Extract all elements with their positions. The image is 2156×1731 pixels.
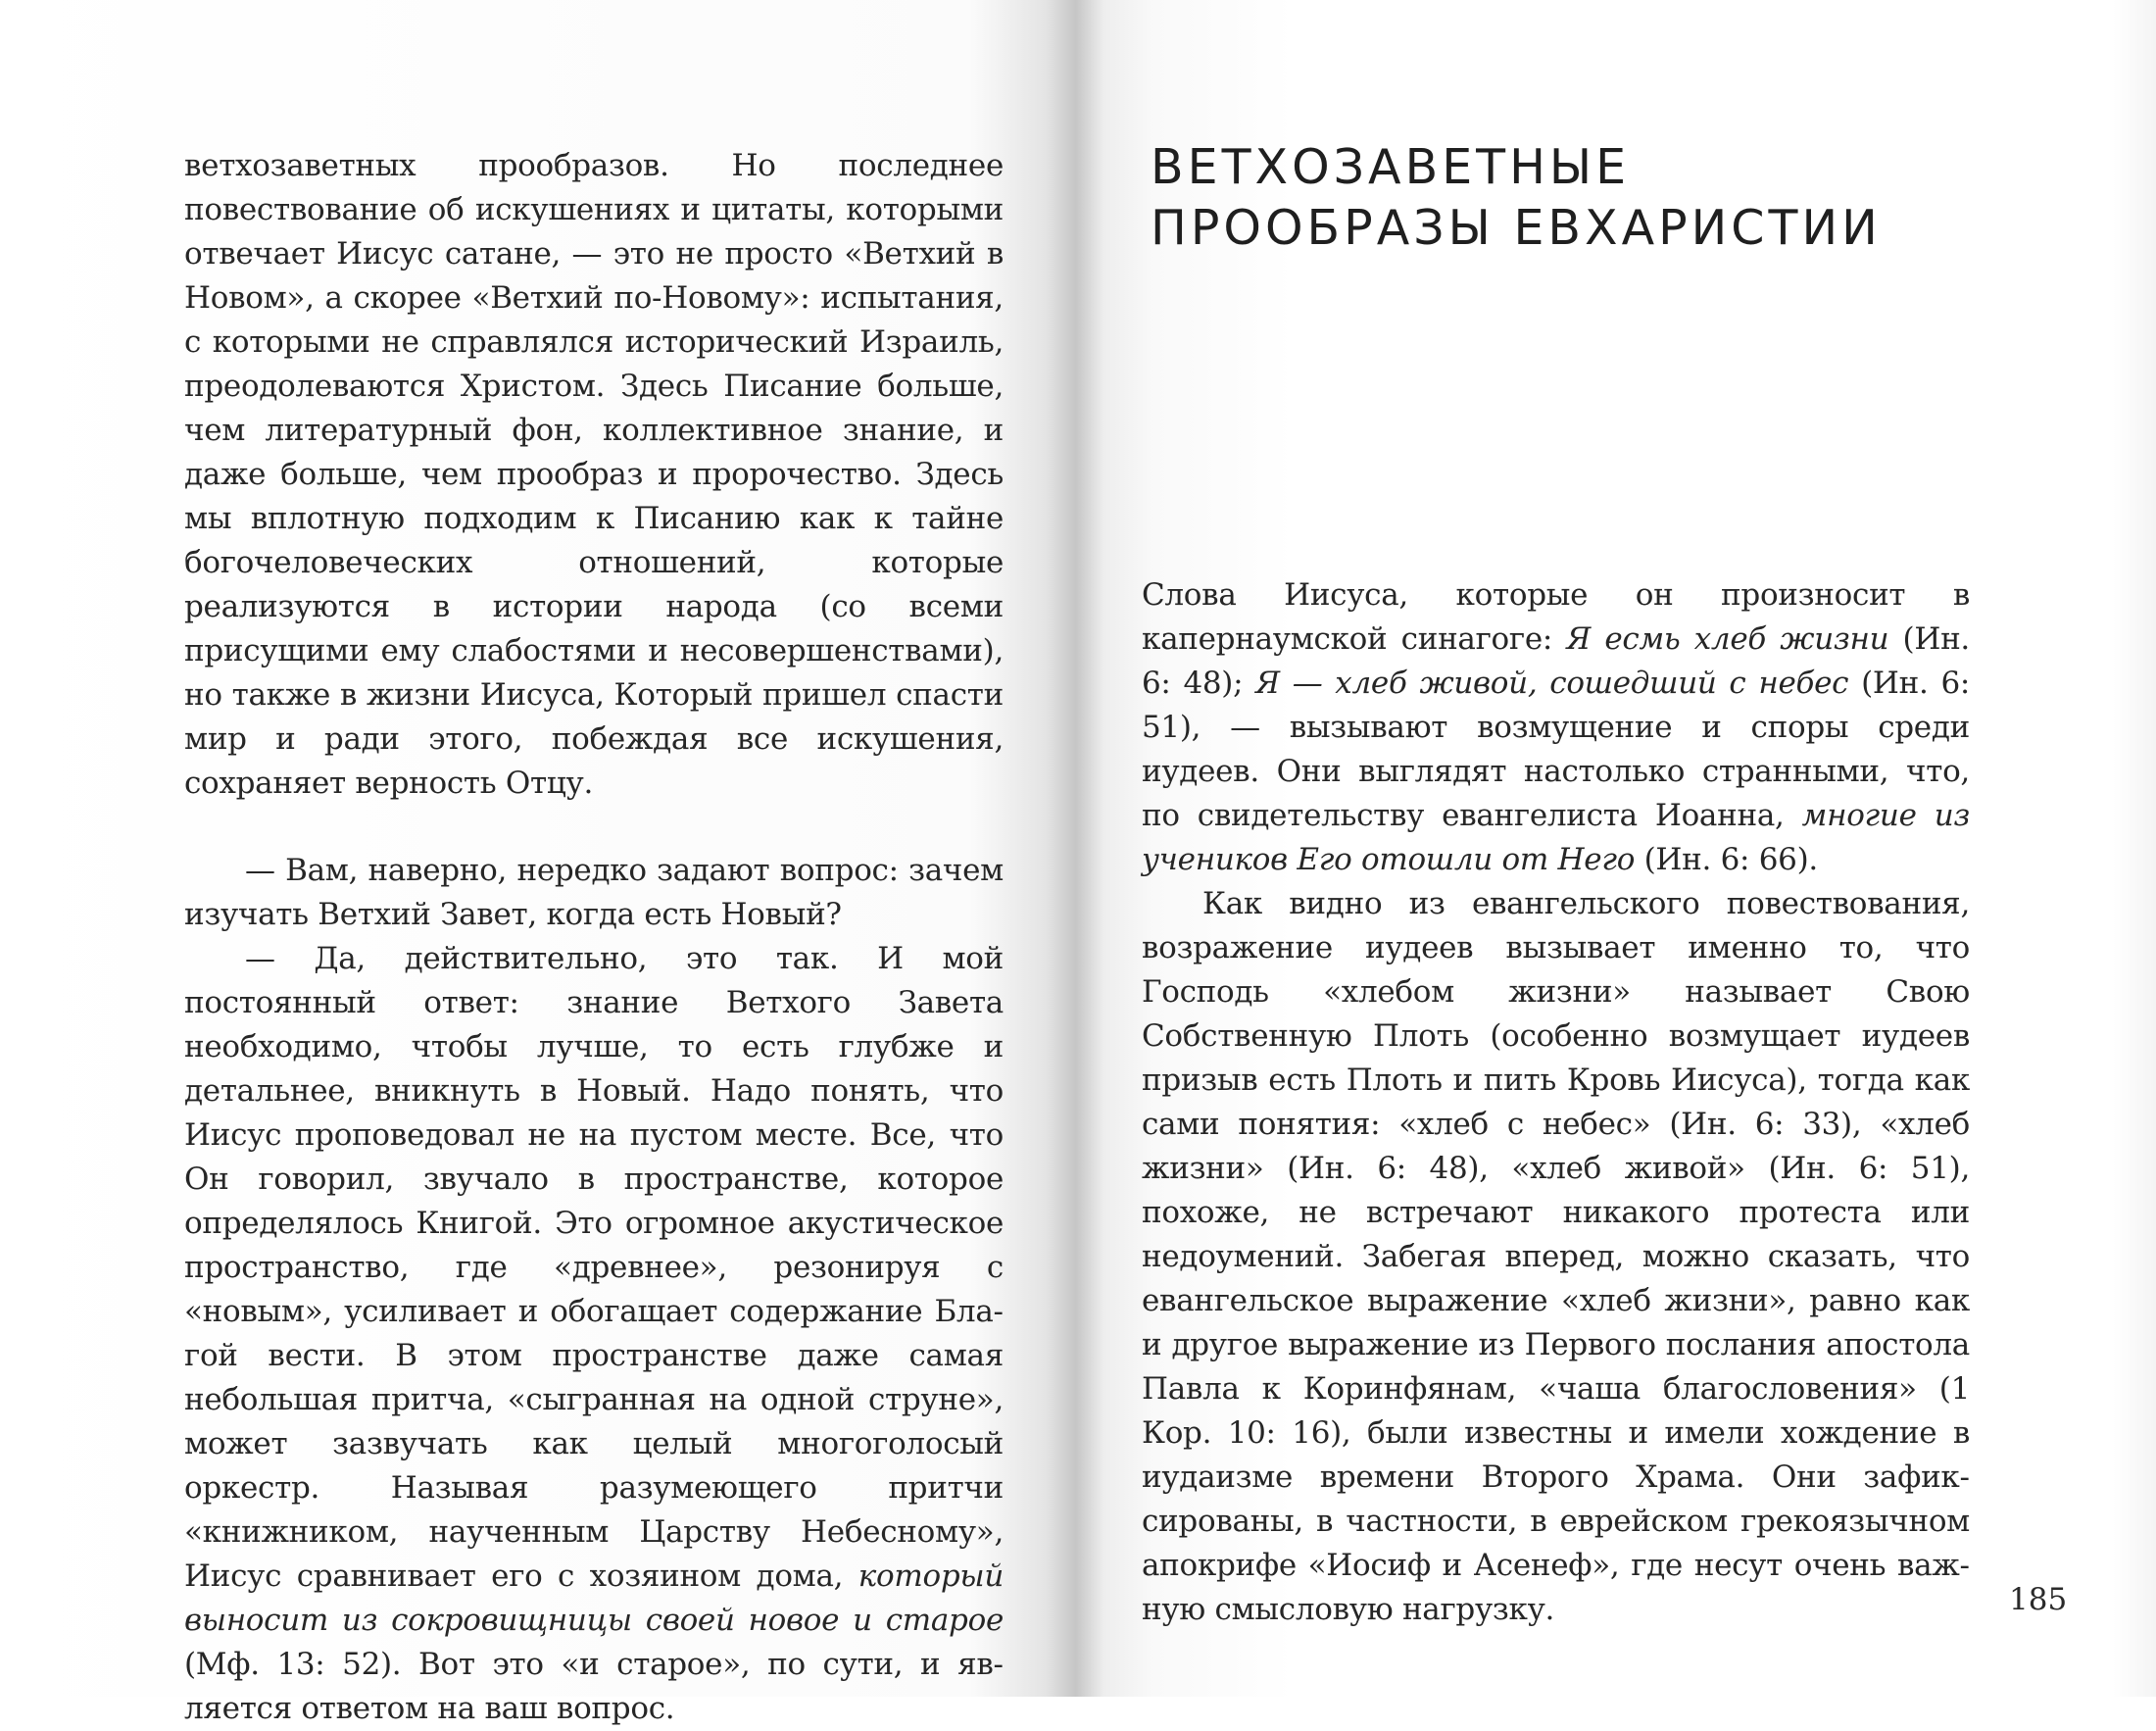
paragraph xyxy=(184,144,1004,806)
paragraph xyxy=(1142,573,1970,882)
text-segment: — Вам, наверно, нередко задают вопрос: зачем изучать Ветхий Завет, когда есть Новый? xyxy=(184,853,1004,932)
chapter-title xyxy=(1151,137,2033,259)
paragraph xyxy=(1142,882,1970,1632)
chapter-title-line-2: ПРООБРАЗЫ ЕВХАРИСТИИ xyxy=(1151,200,1882,256)
question-paragraph xyxy=(184,849,1004,937)
right-page xyxy=(1068,0,2156,1697)
text-segment: (Ин. 6: 48); xyxy=(1142,621,1970,701)
left-page-body xyxy=(184,144,1004,1731)
text-segment: (Ин. 6: 51), — вызывают возмущение и споры среди иудеев. Они выглядят настолько странными, что, по свидетельству евангелиста Иоанна, xyxy=(1142,666,1971,833)
text-segment: — Да, действительно, это так. И мой постоянный ответ: знание Ветхого Завета необходимо, чтобы лучше, то есть глубже и детальнее, вникнуть в Новый. Надо понять, что Иисус проповедовал не на пустом месте. Все, что Он говорил, звучало в пространстве, которое определялось Книгой. Это огромное акустическое пространство, где «древнее», резонируя с «новым», усиливает и обогащает содержание Благой вести. В этом пространстве даже самая небольшая притча, «сыгранная на одной струне», может зазвучать как целый многоголосый оркестр. Называя разумеющего притчи «книжником, наученным Царству Небесному», Иисус сравнивает его с хозяином дома, xyxy=(184,941,1004,1594)
italic-quote: Я — хлеб живой, сошедший с небес xyxy=(1255,666,1849,701)
left-page xyxy=(0,0,1068,1726)
page-number: 185 xyxy=(2009,1582,2068,1617)
italic-quote: который выносит из сокровищницы своей новое и старое xyxy=(184,1558,1004,1638)
text-segment: (Мф. 13: 52). Вот это «и старое», по сути, и является ответом на ваш вопрос. xyxy=(184,1647,1004,1726)
text-segment: (Ин. 6: 66). xyxy=(1635,842,1818,877)
text-segment: ветхозаветных прообразов. Но последнее повествование об искушениях и цитаты, которыми отвечает Иисус сатане, — это не просто «Ветхий в Новом», а скорее «Ветхий по-Новому»: испытания, с которыми не справлялся исторический Израиль, преодолеваются Христом. Здесь Писание больше, чем литературный фон, коллективное знание, и даже больше, чем прообраз и пророчество. Здесь мы вплотную подходим к Писанию как к тайне богочеловеческих отношений, которые реализуются в истории народа (со всеми присущими ему слабостями и несовершенствами), но также в жизни Иисуса, Который пришел спасти мир и ради этого, побеждая все искушения, сохраняет верность Отцу. xyxy=(184,148,1004,801)
text-segment: Слова Иисуса, которые он произносит в капернаумской синагоге: xyxy=(1142,577,1970,657)
text-segment: Как видно из евангельского повествования, возражение иудеев вызывает именно то, что Господь «хлебом жизни» называет Свою Собственную Плоть (особенно возмущает иудеев призыв есть Плоть и пить Кровь Иисуса), тогда как сами понятия: «хлеб с небес» (Ин. 6: 33), «хлеб жизни» (Ин. 6: 48), «хлеб живой» (Ин. 6: 51), похоже, не встречают никакого протеста или недоумений. Забегая вперед, можно сказать, что евангельское выражение «хлеб жизни», равно как и другое выражение из Первого послания апостола Павла к Коринфянам, «чаша благословения» (1 Кор. 10: 16), были известны и имели хождение в иудаизме времени Второго Храма. Они зафиксированы, в частности, в еврейском грекоязычном апокрифе «Иосиф и Асенеф», где несут очень важную смысловую нагрузку. xyxy=(1142,886,1970,1627)
chapter-title-line-1: ВЕТХОЗАВЕТНЫЕ xyxy=(1151,139,1631,195)
italic-quote: Я есмь хлеб жизни xyxy=(1566,621,1889,657)
answer-paragraph xyxy=(184,937,1004,1731)
italic-quote: многие из учеников Его отошли от Него xyxy=(1142,798,1970,877)
right-page-body xyxy=(1142,573,1970,1632)
